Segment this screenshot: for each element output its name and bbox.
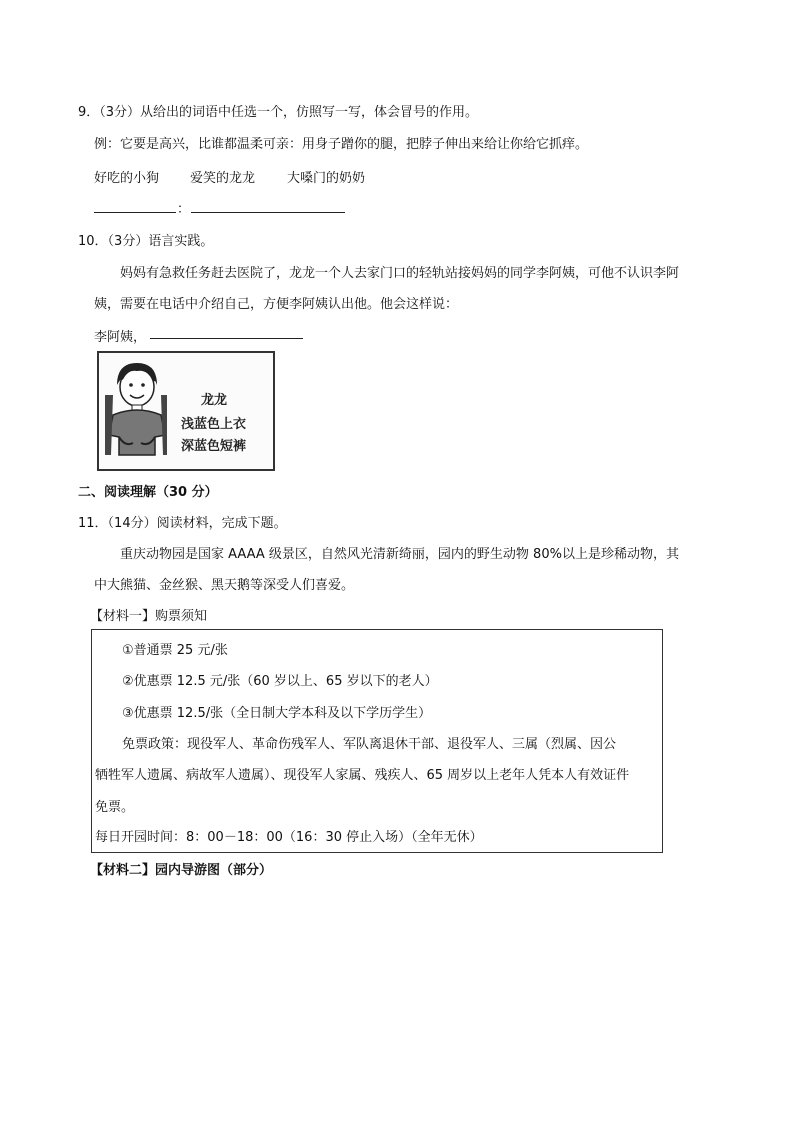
ticket-item-2: ②优惠票 12.5 元/张（60 岁以上、65 岁以下的老人） <box>122 674 438 689</box>
section2-title: 二、阅读理解（30 分） <box>78 485 218 500</box>
q10-paragraph-line1: 妈妈有急救任务赶去医院了，龙龙一个人去家门口的轻轨站接妈妈的同学李阿姨，可他不认识李阿 <box>120 266 680 281</box>
q11-heading: 11．（14分）阅读材料，完成下题。 <box>78 516 287 531</box>
q11-intro-line1: 重庆动物园是国家 AAAA 级景区，自然风光清新绮丽，园内的野生动物 80%以上是珍稀动物，其 <box>120 547 679 562</box>
q9-option-1: 好吃的小狗 <box>94 171 160 186</box>
q9-option-2: 爱笑的龙龙 <box>190 171 256 186</box>
q9-blank-colon: ： <box>177 202 191 217</box>
q9-example: 例：它要是高兴，比谁都温柔可亲：用身子蹭你的腿，把脖子伸出来给让你给它抓痒。 <box>94 137 589 152</box>
q9-answer-blank-2[interactable] <box>191 212 345 213</box>
material1-title: 【材料一】购票须知 <box>90 609 208 624</box>
q10-answer-blank[interactable] <box>150 338 303 339</box>
name-card-illustration <box>97 351 275 471</box>
q9-answer-blank-1[interactable] <box>94 212 176 213</box>
boy-illustration <box>103 355 169 465</box>
material2-title: 【材料二】园内导游图（部分） <box>90 863 273 878</box>
ticket-item-1: ①普通票 25 元/张 <box>122 643 228 658</box>
free-policy-line3: 免票。 <box>95 800 135 815</box>
q9-option-3: 大嗓门的奶奶 <box>287 171 366 186</box>
q11-intro-line2: 中大熊猫、金丝猴、黑天鹅等深受人们喜爱。 <box>94 578 355 593</box>
card-name: 龙龙 <box>201 393 228 408</box>
free-policy-line1: 免票政策：现役军人、革命伤残军人、军队离退休干部、退役军人、三属（烈属、因公 <box>122 737 617 752</box>
opening-hours: 每日开园时间：8：00－18：00（16：30 停止入场）（全年无休） <box>95 830 483 845</box>
card-shirt: 浅蓝色上衣 <box>181 417 247 432</box>
ticket-item-3: ③优惠票 12.5/张（全日制大学本科及以下学历学生） <box>122 706 432 721</box>
free-policy-line2: 牺牲军人遗属、病故军人遗属）、现役军人家属、残疾人、65 周岁以上老年人凭本人有效证件 <box>95 768 630 783</box>
q9-heading: 9．（3分）从给出的词语中任选一个，仿照写一写，体会冒号的作用。 <box>78 105 479 120</box>
material1-box <box>91 629 663 853</box>
q10-prompt: 李阿姨， <box>94 330 147 345</box>
card-shorts: 深蓝色短裤 <box>181 439 247 454</box>
q10-paragraph-line2: 姨，需要在电话中介绍自己，方便李阿姨认出他。他会这样说： <box>94 297 459 312</box>
q10-heading: 10．（3分）语言实践。 <box>78 234 214 249</box>
